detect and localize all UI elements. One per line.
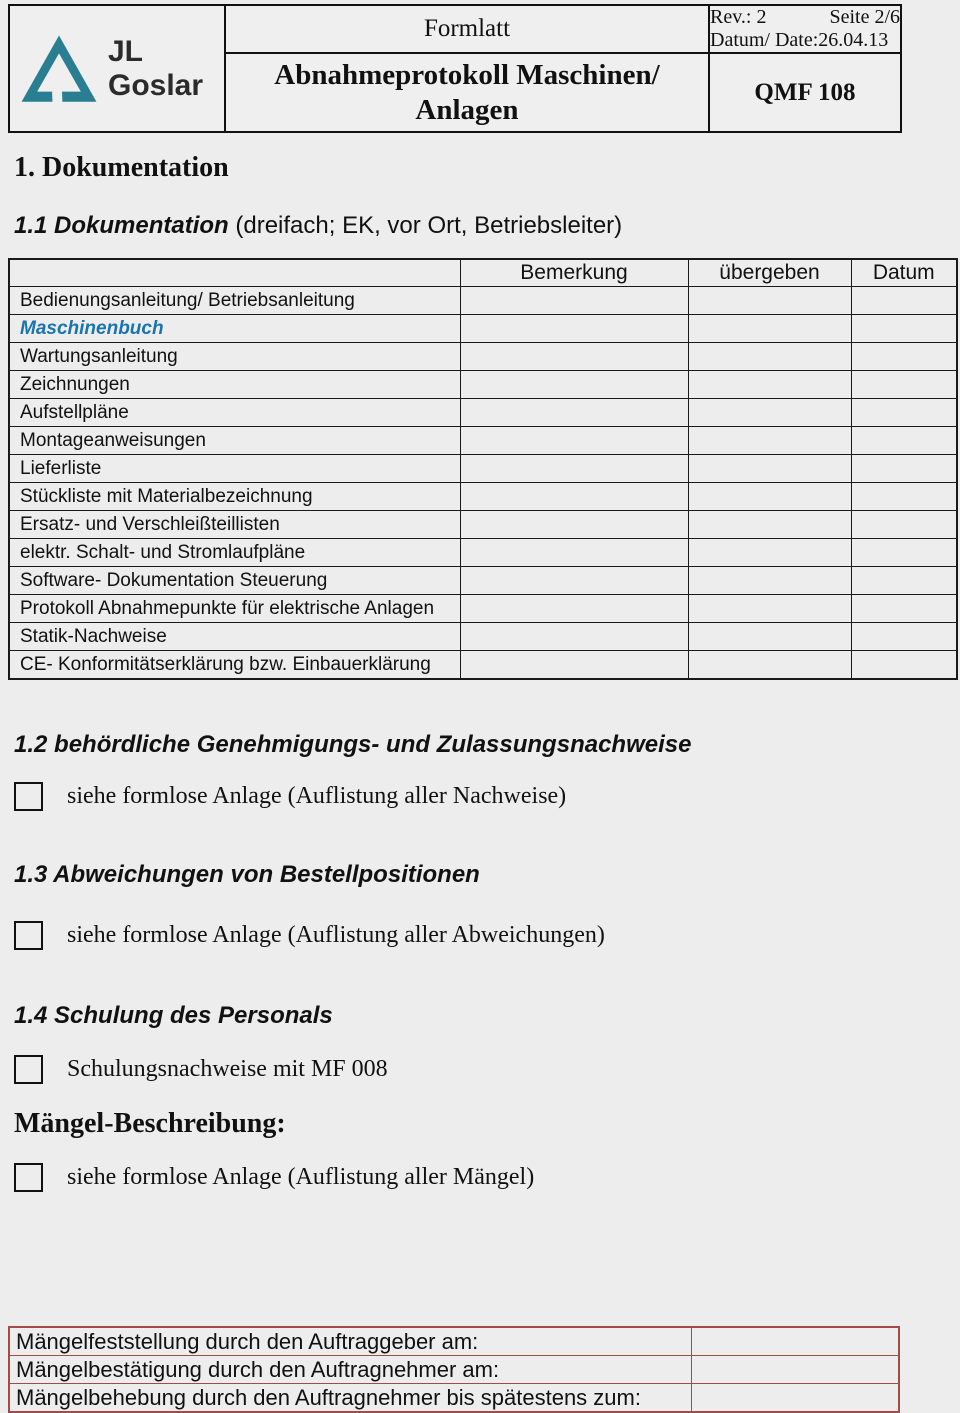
revision-info xyxy=(709,5,901,53)
row-label: Statik-Nachweise xyxy=(9,623,460,651)
datum-cell[interactable] xyxy=(851,343,957,371)
datum-cell[interactable] xyxy=(851,595,957,623)
row-label: Bedienungsanleitung/ Betriebsanleitung xyxy=(9,287,460,315)
row-label: Zeichnungen xyxy=(9,371,460,399)
uebergeben-cell[interactable] xyxy=(688,539,851,567)
table-row xyxy=(9,399,957,427)
bemerkung-cell[interactable] xyxy=(460,371,688,399)
checkbox-nachweise[interactable] xyxy=(14,782,43,811)
revision-number: Rev.: 2 xyxy=(710,6,767,28)
section-1-1-heading: 1.1 Dokumentation (dreifach; EK, vor Ort, Betriebsleiter) xyxy=(14,212,623,239)
row-label: Mängelbehebung durch den Auftragnehmer bis spätestens zum: xyxy=(9,1384,691,1413)
bemerkung-cell[interactable] xyxy=(460,595,688,623)
bemerkung-cell[interactable] xyxy=(460,427,688,455)
row-label: Software- Dokumentation Steuerung xyxy=(9,567,460,595)
row-label: Lieferliste xyxy=(9,455,460,483)
date-entry-cell[interactable] xyxy=(691,1327,899,1356)
document-number: QMF 108 xyxy=(709,53,901,132)
row-label: Mängelbestätigung durch den Auftragnehmer am: xyxy=(9,1356,691,1384)
table-row xyxy=(9,539,957,567)
column-header-item xyxy=(9,259,460,287)
checkbox-maengel[interactable] xyxy=(14,1163,43,1192)
datum-cell[interactable] xyxy=(851,511,957,539)
row-label: Aufstellpläne xyxy=(9,399,460,427)
section-1-heading: 1. Dokumentation xyxy=(14,152,229,183)
maengel-heading: Mängel-Beschreibung: xyxy=(14,1108,286,1139)
uebergeben-cell[interactable] xyxy=(688,595,851,623)
datum-cell[interactable] xyxy=(851,427,957,455)
bemerkung-cell[interactable] xyxy=(460,567,688,595)
column-header-uebergeben: übergeben xyxy=(688,259,851,287)
checkbox-abweichungen-label: siehe formlose Anlage (Auflistung aller Abweichungen) xyxy=(67,922,605,948)
document-title: Abnahmeprotokoll Maschinen/ Anlagen xyxy=(225,53,709,132)
revision-date: Datum/ Date:26.04.13 xyxy=(710,29,889,51)
bemerkung-cell[interactable] xyxy=(460,455,688,483)
table-row xyxy=(9,511,957,539)
uebergeben-cell[interactable] xyxy=(688,427,851,455)
bemerkung-cell[interactable] xyxy=(460,343,688,371)
section-1-2-heading: 1.2 behördliche Genehmigungs- und Zulassungsnachweise xyxy=(14,731,692,758)
table-row xyxy=(9,483,957,511)
row-label: Wartungsanleitung xyxy=(9,343,460,371)
section-1-3-checkbox-row xyxy=(14,921,605,950)
uebergeben-cell[interactable] xyxy=(688,455,851,483)
date-entry-cell[interactable] xyxy=(691,1384,899,1413)
date-entry-cell[interactable] xyxy=(691,1356,899,1384)
datum-cell[interactable] xyxy=(851,483,957,511)
datum-cell[interactable] xyxy=(851,315,957,343)
page-number: Seite 2/6 xyxy=(829,6,900,28)
table-row xyxy=(9,651,957,680)
row-label: Maschinenbuch xyxy=(9,315,460,343)
table-row xyxy=(9,1327,899,1356)
uebergeben-cell[interactable] xyxy=(688,623,851,651)
checkbox-schulung-label: Schulungsnachweise mit MF 008 xyxy=(67,1056,388,1082)
bemerkung-cell[interactable] xyxy=(460,287,688,315)
table-row xyxy=(9,371,957,399)
checkbox-schulung[interactable] xyxy=(14,1055,43,1084)
datum-cell[interactable] xyxy=(851,455,957,483)
table-row xyxy=(9,455,957,483)
form-type: Formlatt xyxy=(225,5,709,53)
row-label: Protokoll Abnahmepunkte für elektrische Anlagen xyxy=(9,595,460,623)
row-label: Mängelfeststellung durch den Auftraggeber am: xyxy=(9,1327,691,1356)
maengel-checkbox-row xyxy=(14,1163,534,1192)
table-row xyxy=(9,315,957,343)
table-header-row xyxy=(9,259,957,287)
brand-name: JL Goslar xyxy=(108,34,204,102)
table-row xyxy=(9,1384,899,1413)
section-1-3-heading: 1.3 Abweichungen von Bestellpositionen xyxy=(14,861,480,888)
row-label: Montageanweisungen xyxy=(9,427,460,455)
column-header-bemerkung: Bemerkung xyxy=(460,259,688,287)
uebergeben-cell[interactable] xyxy=(688,343,851,371)
jl-goslar-logo-icon xyxy=(20,33,98,105)
table-row xyxy=(9,287,957,315)
datum-cell[interactable] xyxy=(851,287,957,315)
form-header xyxy=(8,4,902,133)
section-1-2-checkbox-row xyxy=(14,782,566,811)
uebergeben-cell[interactable] xyxy=(688,651,851,680)
checkbox-abweichungen[interactable] xyxy=(14,921,43,950)
checkbox-maengel-label: siehe formlose Anlage (Auflistung aller Mängel) xyxy=(67,1164,535,1190)
datum-cell[interactable] xyxy=(851,567,957,595)
documentation-table xyxy=(8,258,958,680)
checkbox-nachweise-label: siehe formlose Anlage (Auflistung aller Nachweise) xyxy=(67,783,567,809)
bemerkung-cell[interactable] xyxy=(460,315,688,343)
datum-cell[interactable] xyxy=(851,651,957,680)
row-label: Stückliste mit Materialbezeichnung xyxy=(9,483,460,511)
bemerkung-cell[interactable] xyxy=(460,539,688,567)
table-row xyxy=(9,427,957,455)
bemerkung-cell[interactable] xyxy=(460,651,688,680)
table-row xyxy=(9,623,957,651)
section-1-4-heading: 1.4 Schulung des Personals xyxy=(14,1002,333,1029)
bemerkung-cell[interactable] xyxy=(460,399,688,427)
uebergeben-cell[interactable] xyxy=(688,511,851,539)
table-row xyxy=(9,595,957,623)
row-label: CE- Konformitätserklärung bzw. Einbauerklärung xyxy=(9,651,460,680)
datum-cell[interactable] xyxy=(851,623,957,651)
section-1-4-checkbox-row xyxy=(14,1055,388,1084)
row-label: Ersatz- und Verschleißteillisten xyxy=(9,511,460,539)
uebergeben-cell[interactable] xyxy=(688,287,851,315)
datum-cell[interactable] xyxy=(851,539,957,567)
table-row xyxy=(9,1356,899,1384)
datum-cell[interactable] xyxy=(851,371,957,399)
table-row xyxy=(9,343,957,371)
uebergeben-cell[interactable] xyxy=(688,483,851,511)
uebergeben-cell[interactable] xyxy=(688,371,851,399)
table-row xyxy=(9,567,957,595)
bemerkung-cell[interactable] xyxy=(460,623,688,651)
bemerkung-cell[interactable] xyxy=(460,483,688,511)
bemerkung-cell[interactable] xyxy=(460,511,688,539)
datum-cell[interactable] xyxy=(851,399,957,427)
maengel-dates-table xyxy=(8,1326,900,1413)
uebergeben-cell[interactable] xyxy=(688,315,851,343)
row-label: elektr. Schalt- und Stromlaufpläne xyxy=(9,539,460,567)
logo-cell xyxy=(9,5,225,132)
uebergeben-cell[interactable] xyxy=(688,567,851,595)
column-header-datum: Datum xyxy=(851,259,957,287)
uebergeben-cell[interactable] xyxy=(688,399,851,427)
